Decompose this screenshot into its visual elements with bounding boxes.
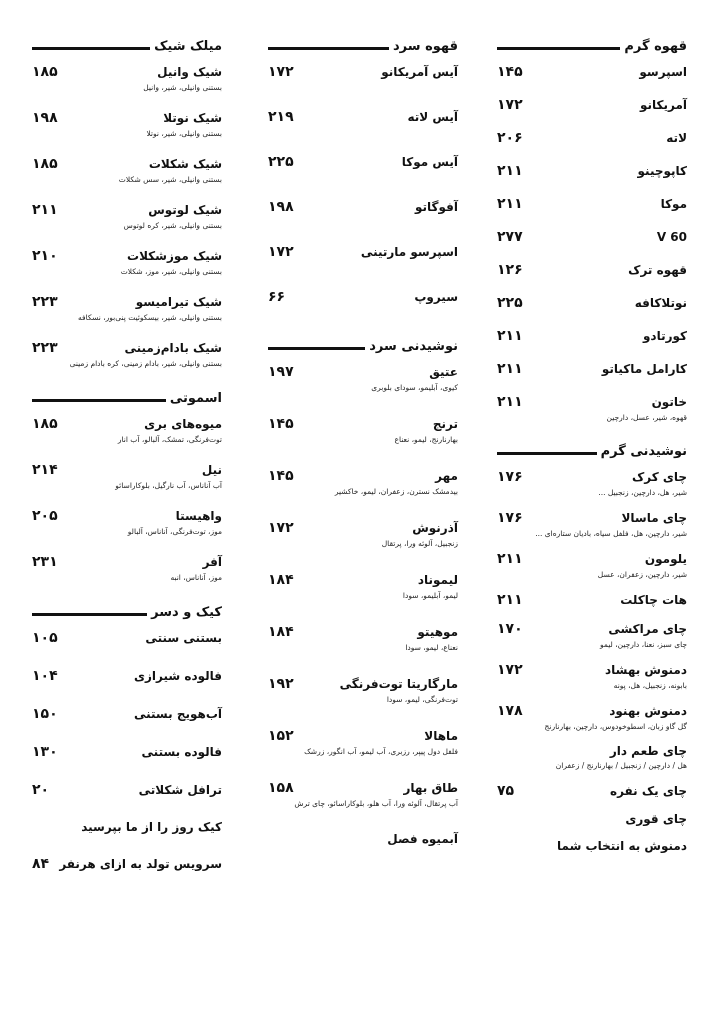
- menu-item-row: [497, 621, 687, 637]
- menu-item-row: [32, 416, 222, 432]
- menu-item-row: [268, 244, 458, 260]
- menu-item-row: [497, 97, 687, 113]
- menu-item: [32, 744, 222, 760]
- menu-item-description: بیدمشک نسترن، زعفران، لیمو، خاکشیر: [334, 487, 458, 496]
- menu-item-description: زنجبیل، آلوئه ورا، پرتقال: [381, 539, 458, 548]
- menu-item: [32, 416, 222, 444]
- menu-item-name: شیک شکلات: [148, 157, 222, 171]
- menu-item-row: [268, 520, 458, 536]
- menu-item-price: ۲۰۵: [32, 508, 58, 524]
- menu-item-price: ۲۲۳: [32, 340, 58, 356]
- menu-item: [268, 416, 458, 444]
- menu-item-name: ترنج: [432, 417, 458, 431]
- menu-item-description: بهارنارنج، لیمو، نعناع: [394, 435, 458, 444]
- menu-item-row: [268, 154, 458, 170]
- menu-item-price: ۱۰۵: [32, 630, 58, 646]
- menu-item-row: [32, 744, 222, 760]
- menu-item: [497, 229, 687, 245]
- menu-item: [32, 508, 222, 536]
- section-cold-coffee: [268, 34, 458, 305]
- section-divider: [497, 47, 620, 50]
- section-title: میلک شیک: [154, 38, 222, 54]
- menu-item-price: ۱۰۴: [32, 668, 58, 684]
- menu-item-price: ۱۵۰: [32, 706, 58, 722]
- section-cold-drinks: [268, 334, 458, 846]
- menu-item-row: [268, 416, 458, 432]
- menu-item: [32, 202, 222, 230]
- menu-item: [268, 64, 458, 80]
- menu-item-price: ۲۱۱: [497, 551, 523, 567]
- menu-item-description: فلفل دول پیپر، رزبری، آب لیمو، آب انگور، زرشک: [304, 747, 458, 756]
- menu-item: [497, 744, 687, 770]
- menu-item-row: [497, 328, 687, 344]
- menu-item-name: فالوده شیرازی: [134, 669, 222, 683]
- menu-item: [268, 676, 458, 704]
- menu-item: [497, 163, 687, 179]
- menu-item-description: گل گاو زبان، اسطوخودوس، دارچین، بهارنارنج: [544, 722, 687, 731]
- menu-item-price: ۲۳۱: [32, 554, 58, 570]
- menu-item-price: ۱۸۴: [268, 624, 294, 640]
- menu-item: [497, 839, 687, 853]
- menu-item-row: [497, 163, 687, 179]
- menu-item-name: آیس لاته: [407, 110, 458, 124]
- menu-item-name: آبمیوه فصل: [387, 832, 458, 846]
- menu-item-name: طاق بهار: [403, 781, 458, 795]
- menu-item-row: [32, 64, 222, 80]
- menu-item: [497, 361, 687, 377]
- menu-item-price: ۱۴۵: [268, 416, 294, 432]
- menu-item-row: [497, 196, 687, 212]
- menu-item-price: ۱۷۲: [497, 662, 523, 678]
- section-header: [497, 439, 687, 463]
- menu-item-name: موهیتو: [417, 625, 458, 639]
- menu-item-row: [32, 294, 222, 310]
- menu-item-name: آفوگاتو: [414, 200, 458, 214]
- menu-item: [497, 97, 687, 113]
- menu-item-price: ۲۰: [32, 782, 50, 798]
- menu-item: [32, 782, 222, 798]
- menu-item-description: بستنی وانیلی، شیر، بیسکوئیت پنی‌بور، نسکافه: [78, 313, 222, 322]
- menu-item: [268, 289, 458, 305]
- menu-item: [268, 364, 458, 392]
- section-title: قهوه گرم: [624, 38, 687, 54]
- menu-item-name: آیس موکا: [401, 155, 458, 169]
- menu-item-name: اسپرسو: [639, 65, 687, 79]
- menu-item: [32, 156, 222, 184]
- menu-item-row: [497, 295, 687, 311]
- menu-item-price: ۲۲۳: [32, 294, 58, 310]
- menu-item-name: دمنوش بهنود: [609, 704, 687, 718]
- menu-item-row: [268, 364, 458, 380]
- menu-item-price: ۱۵۲: [268, 728, 294, 744]
- menu-item: [32, 706, 222, 722]
- menu-item-price: ۱۷۲: [497, 97, 523, 113]
- menu-item-row: [32, 156, 222, 172]
- section-header: [32, 600, 222, 624]
- menu-item-row: [497, 469, 687, 485]
- menu-item-name: شیک بادام‌زمینی: [124, 341, 222, 355]
- menu-item: [497, 394, 687, 422]
- menu-item: [268, 109, 458, 125]
- menu-item: [497, 469, 687, 497]
- menu-item: [268, 468, 458, 496]
- section-title: اسموتی: [169, 390, 222, 406]
- menu-item-name: آب‌هویج بستنی: [133, 707, 222, 721]
- menu-item-price: ۲۱۴: [32, 462, 58, 478]
- menu-item-name: چای ماسالا: [621, 511, 687, 525]
- menu-item-name: بستنی سنتی: [145, 631, 222, 645]
- menu-item-row: [268, 289, 458, 305]
- menu-item-name: V 60: [656, 230, 687, 244]
- section-divider: [268, 347, 365, 350]
- menu-item-description: شیر، دارچین، زعفران، عسل: [597, 570, 687, 579]
- menu-item-row: [268, 676, 458, 692]
- menu-item-name: دمنوش به انتخاب شما: [557, 839, 687, 853]
- menu-item-name: ماهالا: [424, 729, 458, 743]
- menu-item-name: میوه‌های بری: [144, 417, 222, 431]
- menu-item-description: توت‌فرنگی، تمشک، آلبالو، آب انار: [117, 435, 222, 444]
- menu-item-name: کاپوچینو: [637, 164, 687, 178]
- menu-item-row: [32, 706, 222, 722]
- menu-item-name: قهوه ترک: [628, 263, 687, 277]
- menu-item-row: [497, 130, 687, 146]
- menu-item-row: [497, 662, 687, 678]
- menu-item: [497, 592, 687, 608]
- menu-item-price: ۲۱۱: [497, 592, 523, 608]
- section-hot-coffee: [497, 34, 687, 422]
- menu-item-name: چای یک نفره: [610, 784, 687, 798]
- section-title: کیک و دسر: [151, 604, 222, 620]
- menu-item-name: مارگاریتا توت‌فرنگی: [339, 677, 458, 691]
- section-divider: [497, 452, 597, 455]
- menu-item-description: بستنی وانیلی، شیر، کره لوتوس: [123, 221, 222, 230]
- menu-item-row: [32, 782, 222, 798]
- menu-item-row: [32, 668, 222, 684]
- menu-item-description: آب آناناس، آب نارگیل، بلوکاراسائو: [115, 481, 222, 490]
- section-milkshake: [32, 34, 222, 368]
- menu-item-price: ۲۲۵: [497, 295, 523, 311]
- menu-item: [268, 199, 458, 215]
- menu-item-price: ۱۸۴: [268, 572, 294, 588]
- menu-item: [497, 64, 687, 80]
- menu-item-price: ۱۷۲: [268, 520, 294, 536]
- menu-item-name: یلومون: [644, 552, 687, 566]
- menu-item: [32, 248, 222, 276]
- menu-item-row: [268, 468, 458, 484]
- menu-item-description: توت‌فرنگی، لیمو، سودا: [386, 695, 458, 704]
- menu-item-row: [497, 744, 687, 758]
- menu-item-description: هل / دارچین / زنجبیل / بهارنارنج / زعفران: [555, 761, 687, 770]
- section-header: [32, 386, 222, 410]
- menu-item-price: ۱۷۶: [497, 469, 523, 485]
- menu-item-row: [497, 551, 687, 567]
- menu-item-row: [32, 820, 222, 834]
- menu-item: [32, 668, 222, 684]
- menu-item-row: [268, 64, 458, 80]
- menu-item-name: دمنوش بهشاد: [604, 663, 687, 677]
- menu-item-price: ۸۴: [32, 856, 50, 872]
- menu-item-price: ۱۸۵: [32, 416, 58, 432]
- menu-item-price: ۱۹۸: [32, 110, 58, 126]
- menu-item-description: بستنی وانیلی، شیر، وانیل: [143, 83, 222, 92]
- menu-item-name: نوتلاکافه: [634, 296, 687, 310]
- menu-item-name: آفر: [202, 555, 222, 569]
- section-header: [497, 34, 687, 58]
- menu-item-price: ۱۷۲: [268, 244, 294, 260]
- section-title: نوشیدنی سرد: [369, 338, 458, 354]
- menu-item-name: شیک وانیل: [157, 65, 222, 79]
- menu-item-name: آمریکانو: [639, 98, 687, 112]
- menu-item: [268, 624, 458, 652]
- menu-item: [268, 780, 458, 808]
- menu-item-price: ۱۵۸: [268, 780, 294, 796]
- menu-item: [497, 196, 687, 212]
- menu-item-price: ۱۴۵: [268, 468, 294, 484]
- menu-item-price: ۱۷۰: [497, 621, 523, 637]
- menu-item-row: [32, 340, 222, 356]
- menu-item-row: [497, 262, 687, 278]
- menu-item-row: [497, 592, 687, 608]
- menu-item-description: نعناع، لیمو، سودا: [405, 643, 458, 652]
- menu-item-row: [32, 630, 222, 646]
- menu-item-row: [497, 703, 687, 719]
- menu-item-row: [497, 783, 687, 799]
- menu-item: [497, 551, 687, 579]
- menu-item-name: فالوده بستنی: [141, 745, 222, 759]
- menu-item-row: [497, 361, 687, 377]
- menu-item-price: ۱۹۷: [268, 364, 294, 380]
- menu-item-description: بابونه، زنجبیل، هل، پونه: [613, 681, 687, 690]
- menu-item: [268, 244, 458, 260]
- menu-item-name: کیک روز را از ما بپرسید: [81, 820, 222, 834]
- menu-item-description: بستنی وانیلی، شیر، نوتلا: [146, 129, 222, 138]
- section-title: نوشیدنی گرم: [600, 443, 687, 459]
- menu-item-price: ۲۰۶: [497, 130, 523, 146]
- section-divider: [32, 399, 166, 402]
- menu-item-name: لیموناد: [417, 573, 458, 587]
- menu-item: [32, 462, 222, 490]
- section-header: [268, 34, 458, 58]
- menu-item-row: [32, 202, 222, 218]
- menu-item-price: ۲۱۱: [497, 196, 523, 212]
- menu-item-name: ترافل شکلاتی: [138, 783, 222, 797]
- menu-item-name: سرویس تولد به ازای هرنفر: [59, 857, 222, 871]
- menu-item-description: موز، توت‌فرنگی، آناناس، آلبالو: [127, 527, 222, 536]
- menu-item-name: آذرنوش: [412, 521, 458, 535]
- menu-item-description: چای سبز، نعنا، دارچین، لیمو: [600, 640, 687, 649]
- menu-item-name: واهیستا: [175, 509, 222, 523]
- menu-item-description: بستنی وانیلی، شیر، موز، شکلات: [120, 267, 222, 276]
- menu-item: [497, 621, 687, 649]
- menu-item-name: چای قوری: [625, 812, 687, 826]
- section-divider: [32, 47, 150, 50]
- menu-item-row: [497, 64, 687, 80]
- menu-item-row: [268, 780, 458, 796]
- menu-item-name: عتیق: [429, 365, 458, 379]
- menu-item-description: شیر، هل، دارچین، زنجبیل ...: [598, 488, 687, 497]
- menu-item-name: شیک موزشکلات: [127, 249, 222, 263]
- menu-item: [497, 510, 687, 538]
- menu-item-price: ۲۱۹: [268, 109, 294, 125]
- menu-item-row: [497, 229, 687, 245]
- menu-item-price: ۶۶: [268, 289, 286, 305]
- menu-item-price: ۲۱۱: [497, 361, 523, 377]
- menu-item-name: نیل: [201, 463, 222, 477]
- menu-item-name: لاته: [666, 131, 687, 145]
- menu-item-description: بستنی وانیلی، شیر، سس شکلات: [118, 175, 222, 184]
- menu-item-row: [32, 248, 222, 264]
- menu-item-price: ۱۸۵: [32, 64, 58, 80]
- menu-item-name: خاتون: [651, 395, 687, 409]
- menu-item-price: ۱۳۰: [32, 744, 58, 760]
- menu-item-name: شیک نوتلا: [163, 111, 222, 125]
- menu-item-name: اسپرسو مارتینی: [360, 245, 458, 259]
- menu-item-row: [268, 199, 458, 215]
- menu-item: [268, 572, 458, 600]
- section-header: [32, 34, 222, 58]
- menu-item-row: [268, 624, 458, 640]
- menu-item-price: ۱۸۵: [32, 156, 58, 172]
- section-cake-dessert: [32, 600, 222, 872]
- menu-item-price: ۷۵: [497, 783, 515, 799]
- menu-item: [268, 832, 458, 846]
- menu-item-row: [268, 832, 458, 846]
- menu-item-name: کورتادو: [642, 329, 687, 343]
- menu-item: [32, 294, 222, 322]
- menu-item-name: موکا: [660, 197, 687, 211]
- menu-item-row: [268, 109, 458, 125]
- menu-item-description: شیر، دارچین، هل، فلفل سیاه، بادیان ستاره‌ای ...: [535, 529, 687, 538]
- menu-item: [497, 703, 687, 731]
- menu-item-price: ۱۷۶: [497, 510, 523, 526]
- menu-item-price: ۱۷۲: [268, 64, 294, 80]
- menu-item-description: موز، آناناس، انبه: [170, 573, 222, 582]
- menu-item-name: چای طعم دار: [609, 744, 687, 758]
- menu-item-price: ۱۴۵: [497, 64, 523, 80]
- menu-item-row: [32, 462, 222, 478]
- menu-item-name: مهر: [435, 469, 458, 483]
- menu-item: [32, 340, 222, 368]
- menu-item-row: [497, 394, 687, 410]
- menu-item: [32, 110, 222, 138]
- menu-item-name: هات چاکلت: [620, 593, 687, 607]
- menu-item-row: [268, 728, 458, 744]
- menu-item-row: [497, 839, 687, 853]
- menu-item: [32, 820, 222, 834]
- menu-item: [268, 728, 458, 756]
- menu-item-row: [497, 510, 687, 526]
- section-hot-drinks: [497, 439, 687, 853]
- section-title: قهوه سرد: [393, 38, 458, 54]
- menu-item-name: شیک لوتوس: [148, 203, 222, 217]
- section-divider: [268, 47, 389, 50]
- menu-item-price: ۲۷۷: [497, 229, 523, 245]
- menu-item-price: ۲۱۱: [497, 163, 523, 179]
- menu-item-name: چای مراکشی: [608, 622, 687, 636]
- menu-item-description: بستنی وانیلی، شیر، بادام زمینی، کره بادام زمینی: [69, 359, 222, 368]
- menu-item-row: [32, 110, 222, 126]
- menu-item-description: کیوی، آبلیمو، سودای بلوبری: [371, 383, 458, 392]
- menu-item-row: [32, 508, 222, 524]
- menu-item-description: لیمو، آبلیمو، سودا: [402, 591, 458, 600]
- menu-item-price: ۱۹۸: [268, 199, 294, 215]
- column-middle: [268, 34, 458, 870]
- column-right: [497, 34, 687, 866]
- menu-item: [32, 630, 222, 646]
- menu-item-row: [32, 554, 222, 570]
- menu-item-description: قهوه، شیر، عسل، دارچین: [606, 413, 687, 422]
- menu-item: [497, 328, 687, 344]
- menu-item-description: آب پرتقال، آلوئه ورا، آب هلو، بلوکاراسائو، چای ترش: [294, 799, 458, 808]
- menu-item: [32, 554, 222, 582]
- menu-item-price: ۲۱۱: [32, 202, 58, 218]
- section-smoothie: [32, 386, 222, 582]
- menu-item: [497, 295, 687, 311]
- column-left: [32, 34, 222, 894]
- menu-item: [32, 64, 222, 92]
- menu-item-row: [268, 572, 458, 588]
- menu-item: [268, 154, 458, 170]
- menu-item-price: ۱۷۸: [497, 703, 523, 719]
- menu-item: [497, 662, 687, 690]
- menu-item-price: ۲۱۱: [497, 394, 523, 410]
- menu-item: [497, 812, 687, 826]
- menu-item-name: آیس آمریکانو: [381, 65, 458, 79]
- menu-item-row: [497, 812, 687, 826]
- menu-item-name: سیروپ: [414, 290, 458, 304]
- section-header: [268, 334, 458, 358]
- menu-item-price: ۲۲۵: [268, 154, 294, 170]
- menu-item: [268, 520, 458, 548]
- menu-item-price: ۲۱۰: [32, 248, 58, 264]
- menu-item-name: شیک تیرامیسو: [135, 295, 222, 309]
- menu-item-row: [32, 856, 222, 872]
- section-divider: [32, 613, 147, 616]
- menu-item: [32, 856, 222, 872]
- menu-item-price: ۱۹۲: [268, 676, 294, 692]
- menu-item-name: چای کرک: [631, 470, 687, 484]
- menu-item-name: کارامل ماکیاتو: [601, 362, 687, 376]
- menu-item-price: ۱۲۶: [497, 262, 523, 278]
- menu-item: [497, 783, 687, 799]
- menu-item: [497, 262, 687, 278]
- menu-item: [497, 130, 687, 146]
- menu-item-price: ۲۱۱: [497, 328, 523, 344]
